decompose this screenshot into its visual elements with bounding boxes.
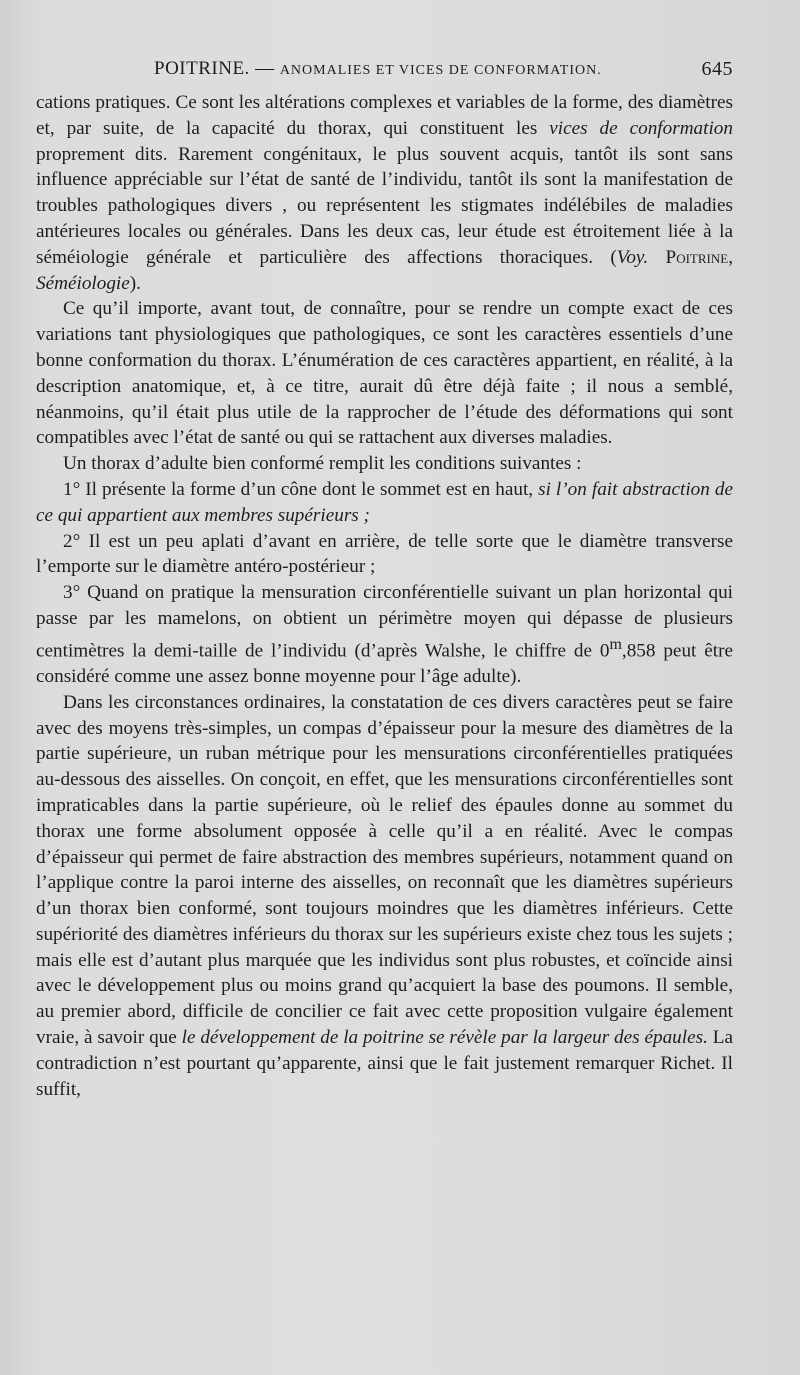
running-title bbox=[154, 58, 602, 80]
text-run: 1° Il présente la forme d’un cône dont le sommet est en haut, bbox=[63, 478, 539, 500]
text-run: Dans les circonstances ordinaires, la constatation de ces divers caractères peut se faire avec des moyens très-simples, un compas d’épaisseur pour la mesure des diamètres de la partie supérieure, un ruban métrique pour les mensurations circonférentielles pratiquées au-dessous des aisselles. On conçoit, en effet, que les mensurations circonférentielles sont impraticables dans la partie supérieure, où le relief des épaules donne au sommet du thorax une forme absolument opposée à celle qu’il a en réalité. Avec le compas d’épaisseur qui permet de faire abstraction des membres supérieurs, notamment quand on l’applique contre la paroi interne des aisselles, on reconnaît que les diamètres supérieurs d’un thorax bien conformé, sont toujours moindres que les diamètres inférieurs. Cette supériorité des diamètres inférieurs du thorax sur les supérieurs existe chez tous les sujets ; mais elle est d’autant plus marquée que les individus sont plus robustes, et coïncide ainsi avec le développement plus ou moins grand qu’acquiert la base des poumons. Il semble, au premier abord, difficile de concilier ce fait avec cette proposition vulgaire également vraie, à savoir que bbox=[36, 691, 733, 1049]
text-run: ,858 peut être considéré comme une assez bonne moyenne pour l’âge adulte). bbox=[36, 640, 733, 687]
running-title-dash: — bbox=[249, 58, 280, 79]
running-title-main: POITRINE. bbox=[154, 58, 250, 79]
emphasis: Séméiologie bbox=[36, 272, 130, 294]
running-title-sub: ANOMALIES ET VICES DE CONFORMATION. bbox=[279, 63, 602, 78]
running-header bbox=[36, 54, 733, 84]
body-text bbox=[36, 90, 733, 1102]
paragraph-3: Un thorax d’adulte bien conformé remplit les conditions suivantes : bbox=[63, 453, 582, 475]
paragraph-5: 2° Il est un peu aplati d’avant en arrière, de telle sorte que le diamètre transverse l’emporte sur le diamètre antéro-postérieur ; bbox=[36, 530, 733, 578]
page-number: 645 bbox=[701, 58, 733, 80]
text-run: cations pratiques. Ce sont les altérations complexes et variables de la forme, des diamètres et, par suite, de la capacité du thorax, qui constituent les bbox=[36, 92, 733, 139]
paragraph-6 bbox=[36, 580, 733, 690]
text-run: , bbox=[728, 246, 733, 268]
text-run: proprement dits. Rarement congénitaux, le plus souvent acquis, tantôt ils sont sans influence appréciable sur l’état de santé de l’individu, tantôt ils sont la manifestation de troubles pathologiques divers , ou représentent les stigmates indélébiles de maladies antérieures locales ou générales. Dans les deux cas, leur étude est étroitement liée à la séméiologie générale et particulière des affections thoraciques. ( bbox=[36, 143, 733, 268]
emphasis: le développement de la poitrine se révèle par la largeur des épaules. bbox=[181, 1027, 708, 1049]
paragraph-4 bbox=[36, 477, 733, 529]
paragraph-1 bbox=[36, 90, 733, 296]
superscript: m bbox=[609, 635, 622, 653]
text-run: ). bbox=[129, 272, 141, 294]
emphasis: vices de conformation bbox=[549, 117, 733, 139]
text-run: La contradiction n’est pourtant qu’apparente, ainsi que le fait justement remarquer Richet. Il suffit, bbox=[36, 1027, 733, 1100]
text-run: 3° Quand on pratique la mensuration circonférentielle suivant un plan horizontal qui passe par les mamelons, on obtient un périmètre moyen qui dépasse de plusieurs centimètres la demi-taille de l’individu (d’après Walshe, le chiffre de 0 bbox=[36, 582, 733, 662]
emphasis: Voy. bbox=[616, 246, 649, 268]
paragraph-2: Ce qu’il importe, avant tout, de connaître, pour se rendre un compte exact de ces variations tant physiologiques que pathologiques, ce sont les caractères essentiels d’une bonne conformation du thorax. L’énumération de ces caractères appartient, en réalité, à la description anatomique, et, à ce titre, aurait dû être déjà faite ; il nous a semblé, néanmoins, qu’il était plus utile de la rapprocher de l’étude des déformations qui sont compatibles avec l’état de santé ou qui se rattachent aux diverses maladies. bbox=[36, 298, 733, 449]
cross-reference: Poitrine bbox=[648, 246, 729, 268]
paragraph-7 bbox=[36, 690, 733, 1103]
emphasis: si l’on fait abstraction de ce qui appartient aux membres supérieurs ; bbox=[36, 478, 733, 526]
